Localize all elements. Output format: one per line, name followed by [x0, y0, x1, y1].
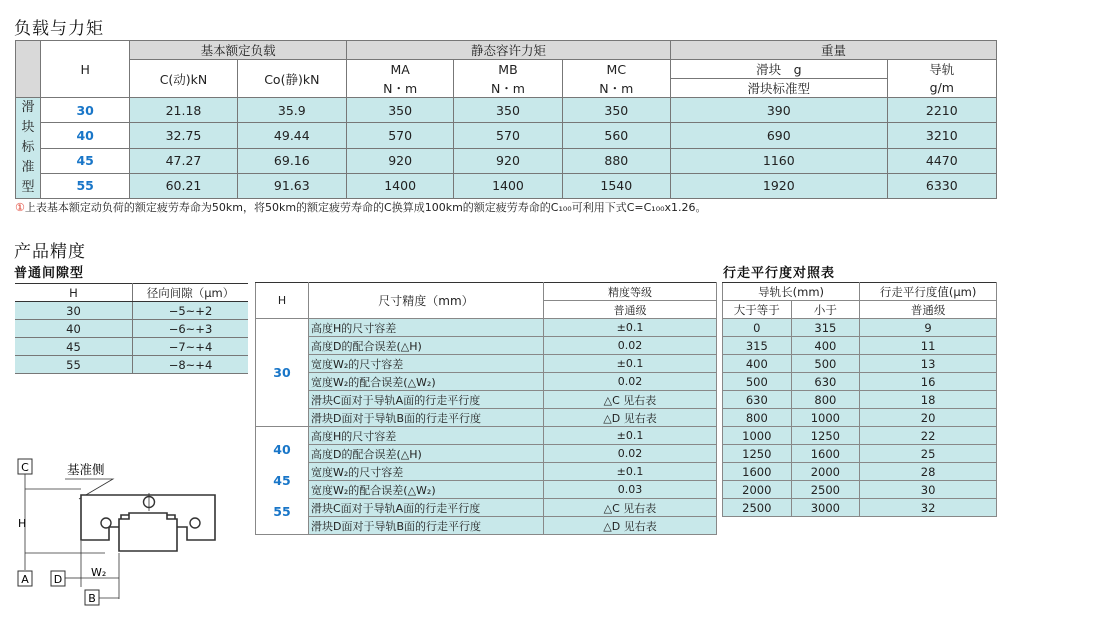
precision-item: 高度H的尺寸容差 — [309, 319, 544, 337]
clearance-title: 普通间隙型 — [14, 266, 85, 281]
precision-item: 滑块C面对于导轨A面的行走平行度 — [309, 499, 544, 517]
d-reference-label: D — [53, 573, 63, 586]
parallelism-value: 25 — [860, 445, 997, 463]
ge-value: 800 — [723, 409, 792, 427]
ge-value: 1250 — [723, 445, 792, 463]
ge-value: 500 — [723, 373, 792, 391]
parallelism-table — [722, 282, 997, 517]
parallelism-value: 32 — [860, 499, 997, 517]
precision-item: 滑块C面对于导轨A面的行走平行度 — [309, 391, 544, 409]
lt-value: 1600 — [791, 445, 860, 463]
co-value: 35.9 — [237, 98, 346, 123]
clearance-h: 40 — [15, 320, 133, 338]
precision-value: △D 见右表 — [544, 409, 717, 427]
parallelism-value: 16 — [860, 373, 997, 391]
w2-dimension-label: W₂ — [91, 566, 107, 579]
ge-header: 大于等于 — [723, 301, 792, 319]
slider-weight-value: 390 — [670, 98, 887, 123]
col-ma-header: MA — [346, 60, 453, 79]
mc-value: 1540 — [562, 173, 670, 198]
ma-unit: N・m — [346, 79, 453, 98]
parallelism-value: 28 — [860, 463, 997, 481]
dimension-precision-table — [255, 282, 717, 535]
mb-value: 1400 — [454, 173, 562, 198]
ma-value: 570 — [346, 123, 453, 148]
grade-header: 精度等级 — [544, 283, 717, 301]
precision-item: 滑块D面对于导轨B面的行走平行度 — [309, 409, 544, 427]
mc-unit: N・m — [562, 79, 670, 98]
clearance-h-header: H — [15, 284, 133, 302]
lt-value: 500 — [791, 355, 860, 373]
col-rail-header: 导轨 — [887, 60, 996, 79]
row-h: 55 — [41, 173, 130, 198]
ge-value: 0 — [723, 319, 792, 337]
precision-value: △D 见右表 — [544, 517, 717, 535]
rail-shape — [119, 513, 177, 551]
ma-value: 1400 — [346, 173, 453, 198]
corner-cell — [16, 41, 41, 98]
rail-length-header: 导轨长(mm) — [723, 283, 860, 301]
precision-value: ±0.1 — [544, 319, 717, 337]
weight-header: 重量 — [670, 41, 996, 60]
c-value: 21.18 — [130, 98, 237, 123]
ge-value: 2000 — [723, 481, 792, 499]
slider-weight-value: 1160 — [670, 148, 887, 173]
lt-value: 800 — [791, 391, 860, 409]
precision-value: ±0.1 — [544, 427, 717, 445]
ge-value: 400 — [723, 355, 792, 373]
lt-value: 400 — [791, 337, 860, 355]
c-value: 47.27 — [130, 148, 237, 173]
mc-value: 880 — [562, 148, 670, 173]
mb-value: 920 — [454, 148, 562, 173]
col-mb-header: MB — [454, 60, 562, 79]
precision-item: 滑块D面对于导轨B面的行走平行度 — [309, 517, 544, 535]
b-reference-label: B — [88, 592, 96, 605]
ma-value: 920 — [346, 148, 453, 173]
grade-header: 普通级 — [860, 301, 997, 319]
parallelism-value: 30 — [860, 481, 997, 499]
slider-hole-left-icon — [101, 518, 111, 528]
co-value: 91.63 — [237, 173, 346, 198]
lt-value: 1250 — [791, 427, 860, 445]
precision-value: △C 见右表 — [544, 499, 717, 517]
ge-value: 630 — [723, 391, 792, 409]
clearance-value: −8~+4 — [133, 356, 249, 374]
clearance-value: −7~+4 — [133, 338, 249, 356]
rail-weight-value: 3210 — [887, 123, 996, 148]
clearance-h: 55 — [15, 356, 133, 374]
mc-value: 560 — [562, 123, 670, 148]
precision-value: 0.02 — [544, 373, 717, 391]
group-h-30: 30 — [256, 319, 309, 427]
dimension-precision-header: 尺寸精度（mm） — [309, 283, 544, 319]
row-h: 45 — [41, 148, 130, 173]
precision-item: 高度D的配合误差(△H) — [309, 445, 544, 463]
lt-value: 630 — [791, 373, 860, 391]
rail-weight-value: 2210 — [887, 98, 996, 123]
precision-item: 宽度W₂的配合误差(△W₂) — [309, 481, 544, 499]
slider-hole-right-icon — [190, 518, 200, 528]
precision-h-header: H — [256, 283, 309, 319]
guide-reference-diagram — [15, 455, 235, 610]
parallelism-value: 22 — [860, 427, 997, 445]
co-value: 69.16 — [237, 148, 346, 173]
rail-weight-value: 6330 — [887, 173, 996, 198]
col-mc-header: MC — [562, 60, 670, 79]
load-footnote — [15, 199, 707, 215]
mb-value: 350 — [454, 98, 562, 123]
moment-header: 静态容许力矩 — [346, 41, 670, 60]
col-h-header: H — [41, 41, 130, 98]
lt-header: 小于 — [791, 301, 860, 319]
col-co-header: Co(静)kN — [237, 60, 346, 98]
parallelism-value: 18 — [860, 391, 997, 409]
mc-value: 350 — [562, 98, 670, 123]
clearance-value: −5~+2 — [133, 302, 249, 320]
slider-weight-value: 690 — [670, 123, 887, 148]
precision-value: 0.03 — [544, 481, 717, 499]
parallelism-title: 行走平行度对照表 — [723, 266, 836, 281]
precision-item: 高度H的尺寸容差 — [309, 427, 544, 445]
clearance-value: −6~+3 — [133, 320, 249, 338]
precision-item: 高度D的配合误差(△H) — [309, 337, 544, 355]
precision-value: 0.02 — [544, 337, 717, 355]
ge-value: 315 — [723, 337, 792, 355]
c-reference-label: C — [21, 461, 29, 474]
precision-item: 宽度W₂的尺寸容差 — [309, 355, 544, 373]
parallelism-value-header: 行走平行度值(μm) — [860, 283, 997, 301]
precision-section-title: 产品精度 — [14, 242, 86, 262]
parallelism-value: 11 — [860, 337, 997, 355]
clearance-value-header: 径向间隙（μm） — [133, 284, 249, 302]
precision-value: △C 见右表 — [544, 391, 717, 409]
rail-unit: g/m — [887, 79, 996, 98]
load-moment-table — [15, 40, 997, 199]
reference-side-label: 基准侧 — [67, 462, 105, 477]
grade-sub-header: 普通级 — [544, 301, 717, 319]
precision-value: ±0.1 — [544, 463, 717, 481]
mb-unit: N・m — [454, 79, 562, 98]
ma-value: 350 — [346, 98, 453, 123]
row-h: 30 — [41, 98, 130, 123]
lt-value: 1000 — [791, 409, 860, 427]
load-section-title: 负载与力矩 — [14, 19, 104, 39]
clearance-table — [15, 283, 248, 374]
c-value: 60.21 — [130, 173, 237, 198]
h-dimension-label: H — [18, 517, 27, 530]
slider-type-label: 滑块标准型 — [670, 79, 887, 98]
lt-value: 2500 — [791, 481, 860, 499]
parallelism-value: 20 — [860, 409, 997, 427]
precision-value: 0.02 — [544, 445, 717, 463]
ge-value: 1600 — [723, 463, 792, 481]
row-h: 40 — [41, 123, 130, 148]
clearance-h: 30 — [15, 302, 133, 320]
footnote-text: 上表基本额定动负荷的额定疲劳寿命为50km，将50km的额定疲劳寿命的C换算成100km的额定疲劳寿命的C₁₀₀可利用下式C=C₁₀₀x1.26。 — [24, 201, 707, 214]
lt-value: 3000 — [791, 499, 860, 517]
precision-item: 宽度W₂的尺寸容差 — [309, 463, 544, 481]
col-c-header: C(动)kN — [130, 60, 237, 98]
precision-item: 宽度W₂的配合误差(△W₂) — [309, 373, 544, 391]
group-h-40-45-55: 40 45 55 — [256, 427, 309, 535]
clearance-h: 45 — [15, 338, 133, 356]
rail-weight-value: 4470 — [887, 148, 996, 173]
precision-value: ±0.1 — [544, 355, 717, 373]
a-reference-label: A — [21, 573, 29, 586]
slider-standard-side-label: 滑 块 标 准 型 — [16, 98, 41, 199]
co-value: 49.44 — [237, 123, 346, 148]
ge-value: 2500 — [723, 499, 792, 517]
basic-load-header: 基本额定负载 — [130, 41, 347, 60]
col-slider-header: 滑块 g — [670, 60, 887, 79]
slider-weight-value: 1920 — [670, 173, 887, 198]
footnote-marker-icon: ① — [15, 201, 25, 214]
ge-value: 1000 — [723, 427, 792, 445]
parallelism-value: 9 — [860, 319, 997, 337]
parallelism-value: 13 — [860, 355, 997, 373]
mb-value: 570 — [454, 123, 562, 148]
lt-value: 315 — [791, 319, 860, 337]
lt-value: 2000 — [791, 463, 860, 481]
c-value: 32.75 — [130, 123, 237, 148]
